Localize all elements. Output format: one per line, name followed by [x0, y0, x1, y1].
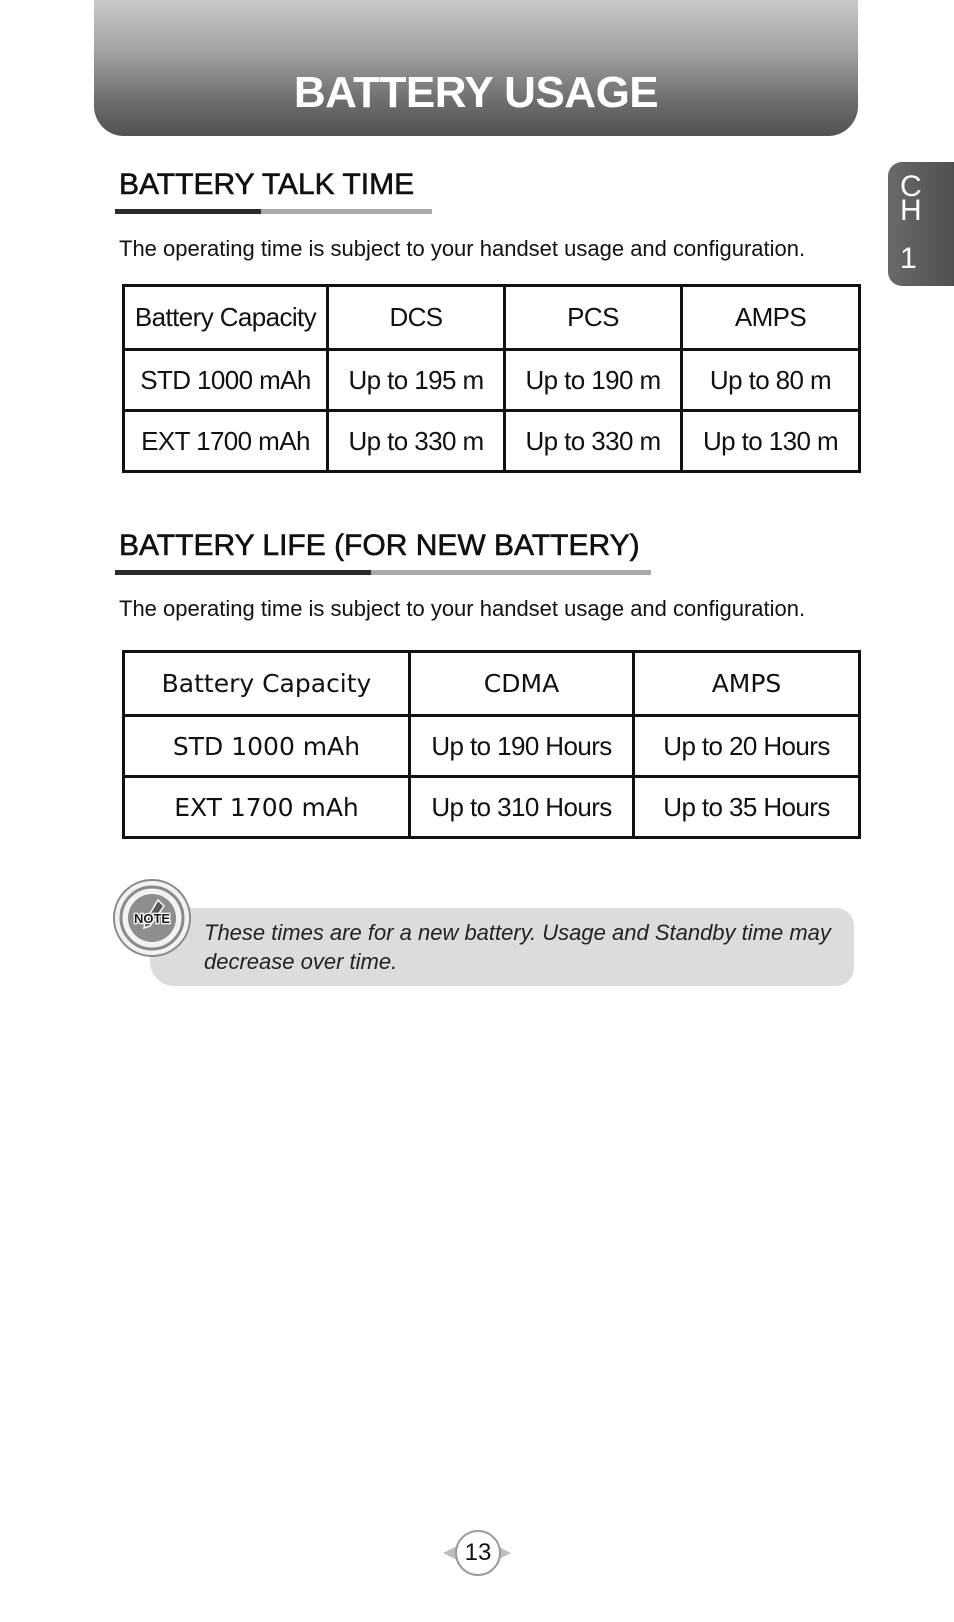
- talk-time-intro: The operating time is subject to your handset usage and configuration.: [119, 236, 806, 261]
- note-text: These times are for a new battery. Usage and Standby time may decrease over time.: [204, 920, 831, 974]
- table-row: [124, 411, 860, 472]
- table-cell: Up to 195 m: [328, 350, 505, 411]
- battery-life-heading: BATTERY LIFE (FOR NEW BATTERY): [119, 529, 640, 562]
- column-header-cdma: CDMA: [410, 652, 634, 716]
- table-cell: Up to 330 m: [505, 411, 682, 472]
- table-cell-capacity: EXT 1700 mAh: [124, 777, 410, 838]
- table-cell: Up to 80 m: [682, 350, 860, 411]
- table-cell: Up to 190 Hours: [410, 716, 634, 777]
- battery-life-intro: The operating time is subject to your handset usage and configuration.: [119, 596, 806, 621]
- column-header-dcs: DCS: [328, 286, 505, 350]
- column-header-pcs: PCS: [505, 286, 682, 350]
- table-row: [124, 716, 860, 777]
- table-row: [124, 350, 860, 411]
- note-icon: [112, 878, 192, 958]
- talk-time-heading: BATTERY TALK TIME: [119, 168, 415, 201]
- table-cell: Up to 20 Hours: [634, 716, 860, 777]
- battery-life-table: [122, 650, 861, 839]
- table-cell-capacity: STD 1000 mAh: [124, 716, 410, 777]
- talk-time-table: [122, 284, 861, 473]
- header-banner: [94, 0, 858, 136]
- battery-life-heading-rule: [115, 570, 651, 575]
- table-cell: Up to 310 Hours: [410, 777, 634, 838]
- table-cell: Up to 35 Hours: [634, 777, 860, 838]
- table-cell-capacity: STD 1000 mAh: [124, 350, 328, 411]
- page-number: 13: [455, 1530, 501, 1576]
- table-row: [124, 777, 860, 838]
- column-header-battery-capacity: Battery Capacity: [124, 286, 328, 350]
- column-header-amps: AMPS: [682, 286, 860, 350]
- table-cell: Up to 190 m: [505, 350, 682, 411]
- note-callout: [150, 908, 854, 986]
- table-cell: Up to 330 m: [328, 411, 505, 472]
- table-header-row: [124, 652, 860, 716]
- talk-time-heading-rule: [115, 209, 432, 214]
- table-header-row: [124, 286, 860, 350]
- page-title: BATTERY USAGE: [293, 68, 659, 117]
- chapter-tab-number: 1: [900, 242, 917, 275]
- column-header-battery-capacity: Battery Capacity: [124, 652, 410, 716]
- column-header-amps: AMPS: [634, 652, 860, 716]
- page-number-badge: [441, 1530, 513, 1576]
- chapter-tab-letter-h: H: [900, 194, 922, 227]
- note-icon-label: NOTE: [133, 911, 171, 926]
- chapter-tab-letter-c: C: [900, 170, 922, 203]
- chapter-tab[interactable]: [888, 162, 954, 286]
- table-cell-capacity: EXT 1700 mAh: [124, 411, 328, 472]
- table-cell: Up to 130 m: [682, 411, 860, 472]
